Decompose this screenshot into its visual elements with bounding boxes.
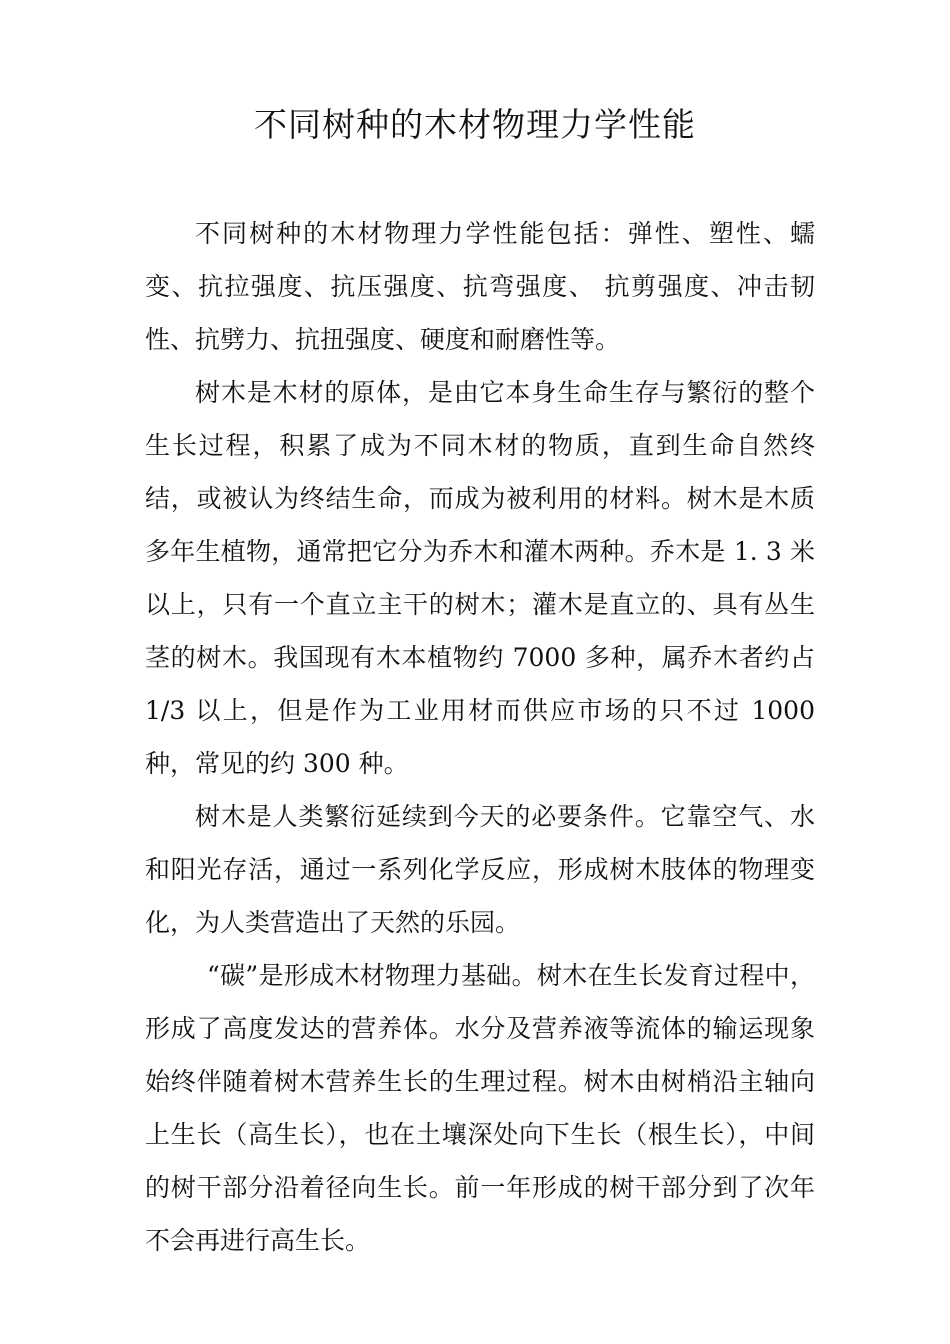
paragraph-carbon-growth: “碳”是形成木材物理力基础。树木在生长发育过程中，形成了高度发达的营养体。水分及营养液等流体的输运现象始终伴随着树木营养生长的生理过程。树木由树梢沿主轴向上生长（高生长），也在土壤深处向下生长（根生长），中间的树干部分沿着径向生长。前一年形成的树干部分到了次年不会再进行高生长。 <box>145 961 815 1255</box>
document-body <box>145 207 815 1267</box>
paragraph-properties-list: 不同树种的木材物理力学性能包括：弹性、塑性、蠕变、抗拉强度、抗压强度、抗弯强度、 抗剪强度、冲击韧性、抗劈力、抗扭强度、硬度和耐磨性等。 <box>145 219 815 354</box>
document-title: 不同树种的木材物理力学性能 <box>254 105 696 144</box>
paragraph-tree-importance: 树木是人类繁衍延续到今天的必要条件。它靠空气、水和阳光存活，通过一系列化学反应，形成树木肢体的物理变化，为人类营造出了天然的乐园。 <box>145 802 815 937</box>
paragraph-tree-origin: 树木是木材的原体，是由它本身生命生存与繁衍的整个生长过程，积累了成为不同木材的物质，直到生命自然终结，或被认为终结生命，而成为被利用的材料。树木是木质多年生植物，通常把它分为乔木和灌木两种。乔木是 1. 3 米以上，只有一个直立主干的树木；灌木是直立的、具有丛生茎的树木。我国现有木本植物约 7000 多种，属乔木者约占 1/3 以上，但是作为工业用材而供应市场的只不过 1000 种，常见的约 300 种。 <box>145 378 815 778</box>
